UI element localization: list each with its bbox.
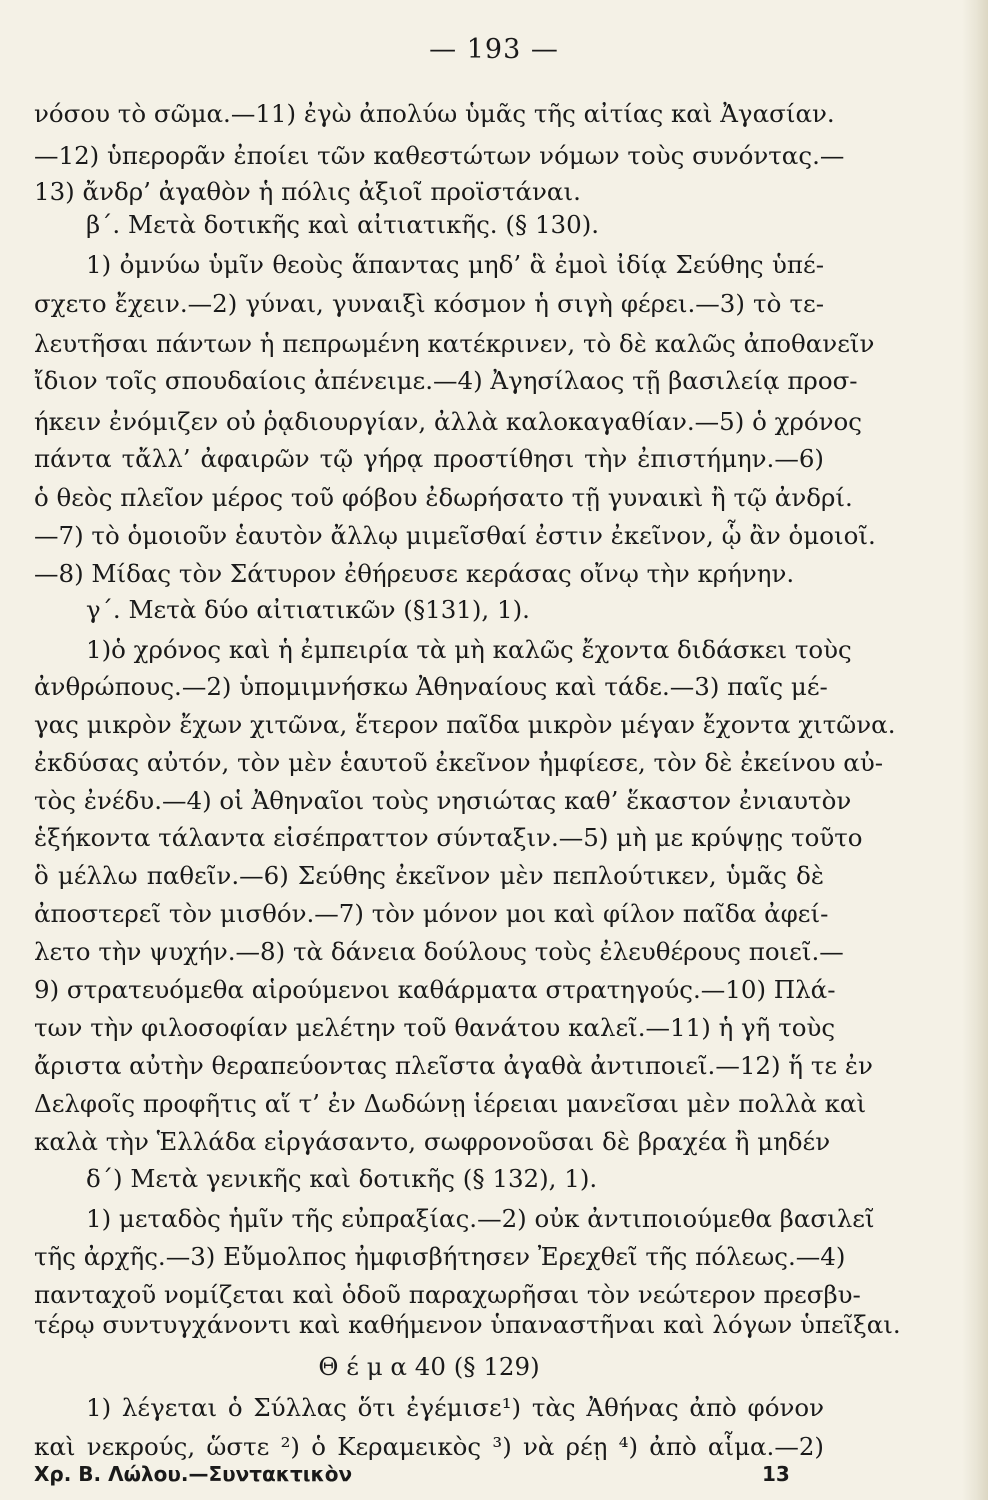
footer-book-title: Χρ. Β. Λώλου.—Συντακτικὸν [34, 1462, 353, 1486]
text-line: 1) μεταδὸς ἡμῖν τῆς εὐπραξίας.—2) οὐκ ἀντιποιούμεθα βασιλεῖ [86, 1204, 875, 1233]
text-line: ἄριστα αὐτὴν θεραπεύοντας πλεῖστα ἀγαθὰ ἀντιποιεῖ.—12) ἥ τε ἐν [34, 1051, 873, 1080]
text-line: —7) τὸ ὁμοιοῦν ἑαυτὸν ἄλλῳ μιμεῖσθαί ἐστιν ἐκεῖνον, ᾧ ἂν ὁμοιοῖ. [34, 521, 876, 550]
text-line: καλὰ τὴν Ἑλλάδα εἰργάσαντο, σωφρονοῦσαι δὲ βραχέα ἢ μηδέν [34, 1127, 831, 1156]
text-line: πάντα τἄλλ’ ἀφαιρῶν τῷ γήρᾳ προστίθησι τὴν ἐπιστήμην.—6) [34, 444, 824, 473]
text-line: τέρῳ συντυγχάνοντι καὶ καθήμενον ὑπαναστῆναι καὶ λόγων ὑπεῖξαι. [34, 1310, 901, 1339]
text-line: Δελφοῖς προφῆτις αἵ τ’ ἐν Δωδώνῃ ἱέρειαι μανεῖσαι μὲν πολλὰ καὶ [34, 1089, 867, 1118]
text-line: ὃ μέλλω παθεῖν.—6) Σεύθης ἐκεῖνον μὲν πεπλούτικεν, ὑμᾶς δὲ [34, 861, 824, 890]
text-line: 1) ὀμνύω ὑμῖν θεοὺς ἅπαντας μηδ’ ἃ ἐμοὶ ἰδίᾳ Σεύθης ὑπέ- [86, 250, 824, 279]
text-line: λετο τὴν ψυχήν.—8) τὰ δάνεια δούλους τοὺς ἐλευθέρους ποιεῖ.— [34, 937, 844, 966]
text-line: ἑξήκοντα τάλαντα εἰσέπραττον σύνταξιν.—5) μὴ με κρύψῃς τοῦτο [34, 823, 863, 852]
text-line: —12) ὑπερορᾶν ἐποίει τῶν καθεστώτων νόμων τοὺς συνόντας.— [34, 141, 845, 170]
text-line: ἐκδύσας αὐτόν, τὸν μὲν ἑαυτοῦ ἐκεῖνον ἠμφίεσε, τὸν δὲ ἐκείνου αὐ- [34, 748, 884, 777]
text-line: λευτῆσαι πάντων ἡ πεπρωμένη κατέκρινεν, τὸ δὲ καλῶς ἀποθανεῖν [34, 329, 875, 358]
text-line: ὁ θεὸς πλεῖον μέρος τοῦ φόβου ἐδωρήσατο τῇ γυναικὶ ἢ τῷ ἀνδρί. [34, 483, 853, 512]
section-heading: δ΄) Μετὰ γενικῆς καὶ δοτικῆς (§ 132), 1). [86, 1164, 598, 1193]
page-edge-shadow [962, 0, 988, 1500]
text-line: των τὴν φιλοσοφίαν μελέτην τοῦ θανάτου καλεῖ.—11) ἡ γῆ τοὺς [34, 1013, 836, 1042]
text-line: 9) στρατευόμεθα αἱρούμενοι καθάρματα στρατηγούς.—10) Πλά- [34, 975, 836, 1004]
text-line: 13) ἄνδρ’ ἀγαθὸν ἡ πόλις ἀξιοῖ προϊστάναι. [34, 177, 581, 206]
text-line: —8) Μίδας τὸν Σάτυρον ἐθήρευσε κεράσας οἴνῳ τὴν κρήνην. [34, 559, 795, 588]
text-line: ἴδιον τοῖς σπουδαίοις ἀπένειμε.—4) Ἀγησίλαος τῇ βασιλείᾳ προσ- [34, 366, 858, 395]
footer-signature-number: 13 [762, 1462, 790, 1486]
text-line: 1)ὁ χρόνος καὶ ἡ ἐμπειρία τὰ μὴ καλῶς ἔχοντα διδάσκει τοὺς [86, 635, 852, 664]
text-line: καὶ νεκρούς, ὥστε ²) ὁ Κεραμεικὸς ³) νὰ ρέῃ ⁴) ἀπὸ αἷμα.—2) [34, 1432, 824, 1461]
text-line: ήκειν ἐνόμιζεν οὐ ῥᾳδιουργίαν, ἀλλὰ καλοκαγαθίαν.—5) ὁ χρόνος [34, 407, 863, 436]
section-heading: γ΄. Μετὰ δύο αἰτιατικῶν (§131), 1). [86, 595, 530, 624]
text-line: σχετο ἔχειν.—2) γύναι, γυναιξὶ κόσμον ἡ σιγὴ φέρει.—3) τὸ τε- [34, 289, 824, 318]
text-line: πανταχοῦ νομίζεται καὶ ὁδοῦ παραχωρῆσαι τὸν νεώτερον πρεσβυ- [34, 1280, 861, 1309]
text-line: τῆς ἀρχῆς.—3) Εὔμολπος ἠμφισβήτησεν Ἐρεχθεῖ τῆς πόλεως.—4) [34, 1242, 846, 1271]
text-line: 1) λέγεται ὁ Σύλλας ὅτι ἐγέμισε¹) τὰς Ἀθήνας ἀπὸ φόνον [86, 1393, 824, 1422]
section-heading: β΄. Μετὰ δοτικῆς καὶ αἰτιατικῆς. (§ 130). [86, 210, 600, 239]
text-line: νόσου τὸ σῶμα.—11) ἐγὼ ἀπολύω ὑμᾶς τῆς αἰτίας καὶ Ἀγασίαν. [34, 99, 835, 128]
text-line: τὸς ἐνέδυ.—4) οἱ Ἀθηναῖοι τοὺς νησιώτας καθ’ ἕκαστον ἐνιαυτὸν [34, 786, 852, 815]
text-line: ἀποστερεῖ τὸν μισθόν.—7) τὸν μόνον μοι καὶ φίλον παῖδα ἀφεί- [34, 899, 829, 928]
page-number: — 193 — [429, 34, 559, 65]
text-line: γας μικρὸν ἔχων χιτῶνα, ἕτερον παῖδα μικρὸν μέγαν ἔχοντα χιτῶνα. [34, 710, 896, 739]
exercise-heading: Θ έ μ α 40 (§ 129) [318, 1352, 540, 1381]
text-line: ἀνθρώπους.—2) ὑπομιμνήσκω Ἀθηναίους καὶ τάδε.—3) παῖς μέ- [34, 672, 828, 701]
